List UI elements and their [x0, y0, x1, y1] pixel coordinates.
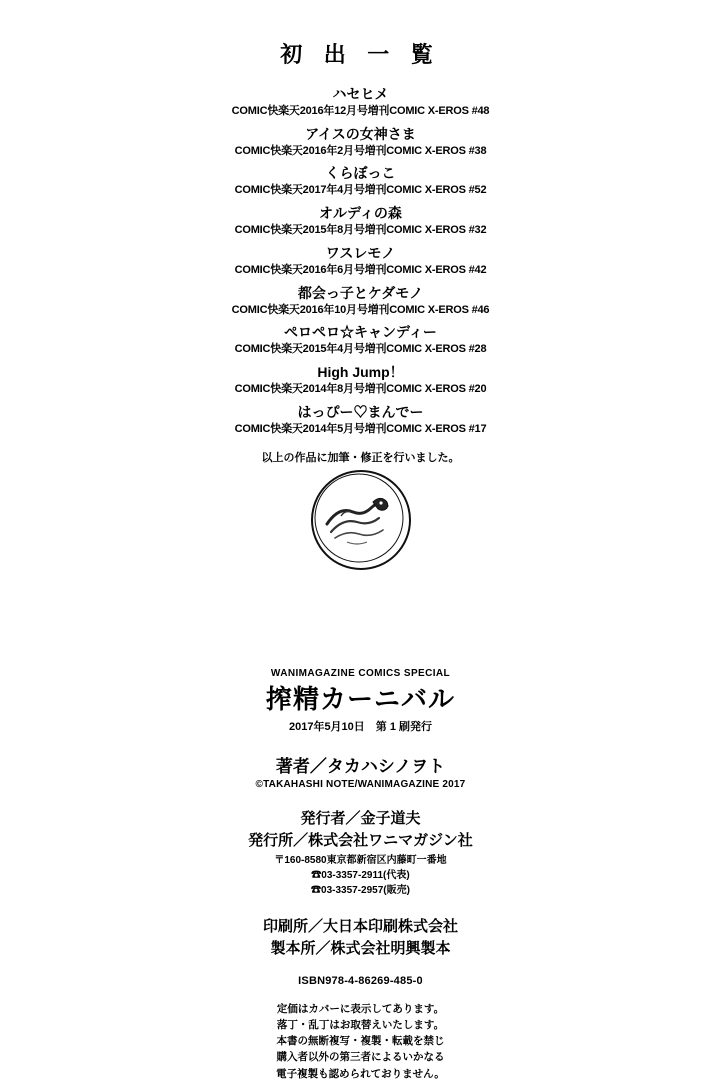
list-item [0, 204, 721, 238]
entry-title: High Jump！ [317, 364, 404, 381]
entry-title: ペロペロ☆キャンディー [284, 324, 437, 341]
publisher-emblem-wrap [0, 470, 721, 570]
notice-line: 落丁・乱丁はお取替えいたします。 [276, 1018, 445, 1031]
isbn-line: ISBN978-4-86269-485-0 [298, 974, 423, 987]
dragon-emblem-icon [311, 470, 411, 570]
entry-source: COMIC快楽天2014年5月号増刊COMIC X-EROS #17 [234, 422, 487, 435]
notice-line: 電子複製も認められておりません。 [276, 1067, 445, 1080]
publisher-person: 発行者／金子道夫 [300, 809, 421, 827]
series-label: WANIMAGAZINE COMICS SPECIAL [270, 668, 451, 679]
production-block [0, 916, 721, 961]
list-item [0, 403, 721, 437]
list-item [0, 284, 721, 318]
entry-title: アイスの女神さま [305, 125, 416, 142]
list-item [0, 244, 721, 278]
entry-title: はっぴー♡まんでー [297, 403, 424, 420]
publication-date: 2017年5月10日 第 1 刷発行 [288, 720, 433, 733]
entry-source: COMIC快楽天2017年4月号増刊COMIC X-EROS #52 [234, 184, 487, 197]
entry-source: COMIC快楽天2016年12月号増刊COMIC X-EROS #48 [231, 104, 490, 117]
phone-editorial: ☎03-3357-2911(代表) [311, 869, 410, 881]
list-item [0, 85, 721, 119]
publisher-block [0, 808, 721, 898]
entry-source: COMIC快楽天2015年8月号増刊COMIC X-EROS #32 [234, 224, 487, 237]
entry-source: COMIC快楽天2014年8月号増刊COMIC X-EROS #20 [234, 383, 487, 396]
publisher-company: 発行所／株式会社ワニマガジン社 [248, 832, 473, 850]
publisher-address: 〒160-8580東京都新宿区内藤町一番地 [274, 854, 447, 866]
notice-line: 定価はカバーに表示してあります。 [276, 1002, 445, 1015]
first-appearance-note: 以上の作品に加筆・修正を行いました。 [261, 451, 460, 464]
entry-source: COMIC快楽天2016年2月号増刊COMIC X-EROS #38 [234, 144, 487, 157]
notice-line: 本書の無断複写・複製・転載を禁じ [276, 1035, 445, 1048]
entry-title: ワスレモノ [325, 244, 396, 261]
book-title: 搾精カーニバル [265, 684, 455, 714]
list-item [0, 164, 721, 198]
entry-title: くらぼっこ [325, 165, 396, 182]
notice-line: 購入者以外の第三者によるいかなる [276, 1051, 445, 1064]
entry-title: オルディの森 [319, 205, 402, 222]
copyright-line: ©TAKAHASHI NOTE/WANIMAGAZINE 2017 [255, 778, 466, 790]
entry-source: COMIC快楽天2015年4月号増刊COMIC X-EROS #28 [234, 343, 487, 356]
phone-sales: ☎03-3357-2957(販売) [311, 884, 410, 896]
entry-title: 都会っ子とケダモノ [297, 284, 424, 301]
first-appearance-section [0, 38, 721, 465]
list-item [0, 323, 721, 357]
entry-title: ハセヒメ [332, 86, 389, 102]
author-line: 著者／タカハシノヲト [275, 756, 446, 776]
entry-source: COMIC快楽天2016年6月号増刊COMIC X-EROS #42 [234, 263, 487, 276]
entry-source: COMIC快楽天2016年10月号増刊COMIC X-EROS #46 [231, 303, 490, 316]
printer-line: 印刷所／大日本印刷株式会社 [262, 917, 458, 935]
list-item [0, 125, 721, 159]
colophon-section [0, 668, 721, 1082]
first-appearance-heading: 初 出 一 覧 [280, 42, 441, 67]
binder-line: 製本所／株式会社明興製本 [270, 940, 451, 958]
list-item [0, 363, 721, 397]
legal-notice [0, 1001, 721, 1082]
